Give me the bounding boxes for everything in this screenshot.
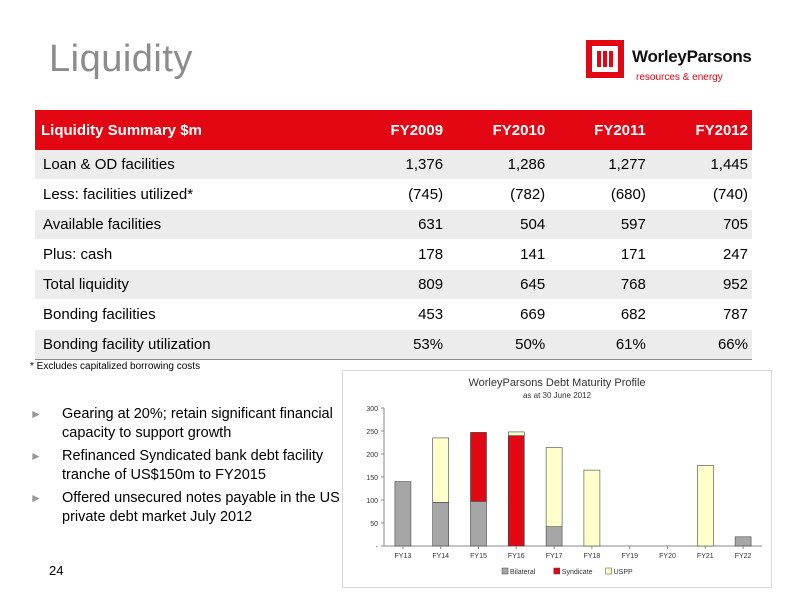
table-cell: 705 [650, 210, 752, 240]
table-cell: 453 [345, 300, 447, 330]
row-label: Plus: cash [35, 240, 345, 270]
y-tick-label: 50 [370, 521, 378, 528]
table-cell: 50% [447, 330, 549, 360]
arrow-icon: ► [30, 407, 42, 421]
x-tick-label: FY13 [394, 553, 412, 560]
table-header-row [35, 110, 752, 150]
y-tick-label: 200 [366, 452, 378, 459]
bar-bilateral-fy15 [471, 501, 487, 546]
table-row [35, 210, 752, 240]
bar-uspp-fy17 [546, 448, 562, 527]
table-cell: 53% [345, 330, 447, 360]
legend-label: Syndicate [561, 569, 593, 576]
row-label: Less: facilities utilized* [35, 180, 345, 210]
table-cell: 247 [650, 240, 752, 270]
table-cell: (745) [345, 180, 447, 210]
company-logo [586, 40, 786, 90]
table-cell: 768 [549, 270, 650, 300]
bullet-item [30, 489, 340, 527]
table-cell: 66% [650, 330, 752, 360]
table-cell: 61% [549, 330, 650, 360]
table-cell: 645 [447, 270, 549, 300]
row-label: Total liquidity [35, 270, 345, 300]
bar-uspp-fy14 [433, 438, 449, 502]
legend-swatch-syndicate [554, 568, 560, 574]
bullet-text: Refinanced Syndicated bank debt facility tranche of US$150m to FY2015 [62, 448, 324, 483]
table-cell: 171 [549, 240, 650, 270]
bullet-text: Gearing at 20%; retain significant financial capacity to support growth [62, 406, 333, 441]
logo-name: WorleyParsons [632, 47, 752, 66]
table-row [35, 240, 752, 270]
logo-tagline: resources & energy [636, 72, 723, 83]
debt-maturity-chart [342, 370, 772, 588]
table-row [35, 270, 752, 300]
table-cell: 631 [345, 210, 447, 240]
logo-mark-icon [586, 40, 624, 78]
x-tick-label: FY19 [621, 553, 639, 560]
arrow-icon: ► [30, 491, 42, 505]
bar-bilateral-fy22 [735, 537, 751, 546]
table-cell: 1,376 [345, 150, 447, 180]
x-tick-label: FY20 [659, 553, 676, 560]
column-header: FY2011 [549, 110, 650, 150]
table-cell: 669 [447, 300, 549, 330]
table-cell: 1,445 [650, 150, 752, 180]
x-tick-label: FY14 [432, 553, 450, 560]
x-tick-label: FY22 [734, 553, 752, 560]
table-cell: 809 [345, 270, 447, 300]
y-tick-label: 150 [366, 475, 378, 482]
table-cell: 178 [345, 240, 447, 270]
y-tick-label: - [375, 544, 378, 551]
bar-uspp-fy18 [584, 470, 600, 546]
table-cell: (680) [549, 180, 650, 210]
bar-uspp-fy16 [508, 432, 524, 436]
y-tick-label: 250 [366, 429, 378, 436]
x-tick-label: FY15 [470, 553, 487, 560]
row-label: Bonding facilities [35, 300, 345, 330]
x-tick-label: FY17 [545, 553, 563, 560]
bullet-item [30, 405, 340, 443]
bullet-list [30, 405, 340, 531]
row-label: Bonding facility utilization [35, 330, 345, 360]
bar-bilateral-fy13 [395, 482, 411, 546]
y-tick-label: 100 [366, 498, 378, 505]
legend-label: USPP [613, 569, 633, 576]
page-title: Liquidity [49, 38, 193, 80]
table-cell: (740) [650, 180, 752, 210]
table-row [35, 150, 752, 180]
bar-uspp-fy21 [697, 466, 713, 547]
column-header: Liquidity Summary $m [35, 110, 345, 150]
column-header: FY2009 [345, 110, 447, 150]
table-cell: 787 [650, 300, 752, 330]
chart-title: WorleyParsons Debt Maturity Profile [468, 377, 646, 389]
table-cell: (782) [447, 180, 549, 210]
table-cell: 504 [447, 210, 549, 240]
column-header: FY2010 [447, 110, 549, 150]
legend-label: Bilateral [510, 569, 536, 576]
footnote: * Excludes capitalized borrowing costs [30, 361, 201, 372]
table-row [35, 330, 752, 360]
table-cell: 952 [650, 270, 752, 300]
table-cell: 1,277 [549, 150, 650, 180]
x-tick-label: FY18 [583, 553, 601, 560]
bullet-text: Offered unsecured notes payable in the US private debt market July 2012 [62, 490, 340, 525]
table-cell: 597 [549, 210, 650, 240]
chart-subtitle: as at 30 June 2012 [522, 391, 592, 400]
bar-bilateral-fy17 [546, 527, 562, 546]
table-cell: 1,286 [447, 150, 549, 180]
column-header: FY2012 [650, 110, 752, 150]
page-number: 24 [49, 563, 64, 578]
x-tick-label: FY16 [507, 553, 525, 560]
bullet-item [30, 447, 340, 485]
x-tick-label: FY21 [696, 553, 714, 560]
table-cell: 682 [549, 300, 650, 330]
legend-swatch-uspp [606, 568, 612, 574]
legend-swatch-bilateral [502, 568, 508, 574]
liquidity-table [35, 110, 752, 360]
row-label: Available facilities [35, 210, 345, 240]
table-row [35, 180, 752, 210]
table-cell: 141 [447, 240, 549, 270]
table-row [35, 300, 752, 330]
bar-bilateral-fy14 [433, 502, 449, 546]
bar-syndicate-fy15 [471, 432, 487, 501]
arrow-icon: ► [30, 449, 42, 463]
row-label: Loan & OD facilities [35, 150, 345, 180]
bar-syndicate-fy16 [508, 436, 524, 546]
y-tick-label: 300 [366, 406, 378, 413]
